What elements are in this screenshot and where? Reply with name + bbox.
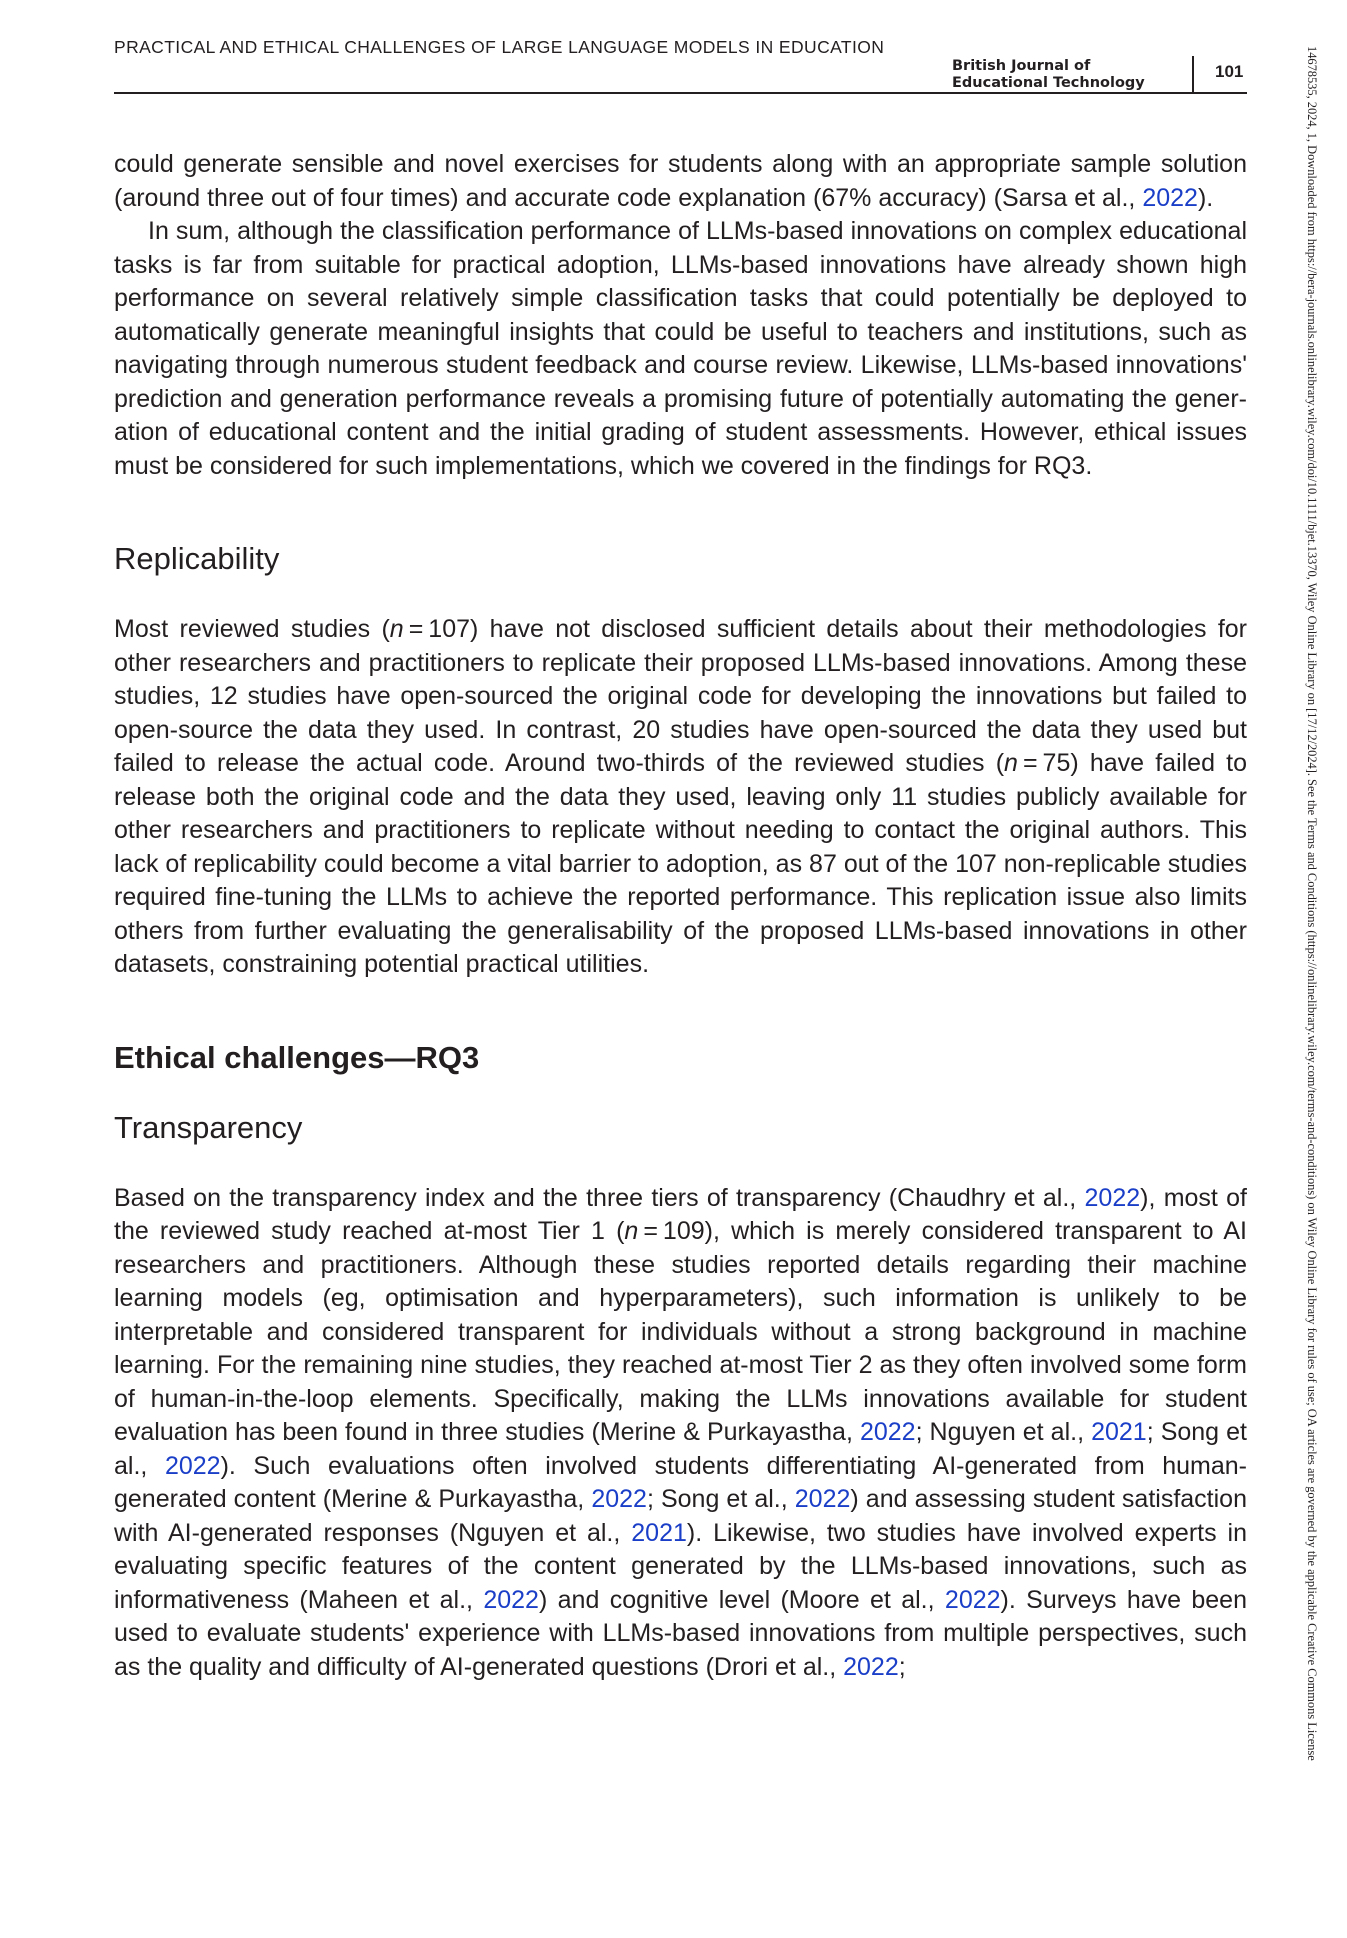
text-run: ). Such evaluations often involved students differentiating AI-generated from human-generated content (Merine & Purkayastha, <box>114 1451 1248 1513</box>
header-rule <box>114 92 1247 94</box>
citation-link[interactable]: 2022 <box>591 1485 647 1513</box>
running-head: PRACTICAL AND ETHICAL CHALLENGES OF LARGE LANGUAGE MODELS IN EDUCATION <box>114 37 885 57</box>
italic-n: n <box>1004 749 1018 777</box>
spacer <box>114 579 1247 613</box>
text-run: Most reviewed studies ( <box>114 615 390 643</box>
text-run: = 107) have not disclosed sufficient details about their methodologies for other researchers and practitioners to replicate their proposed LLMs-based innovations. Among these studies, 12 studies have open-sourced the original code for developing the innovations but failed to open-source the data they used. In contrast, 20 studies have open-sourced the data they used but failed to release the actual code. Around two-thirds of the reviewed studies ( <box>114 615 1247 777</box>
text-run: ; Song et al., <box>646 1485 795 1513</box>
italic-n: n <box>624 1217 639 1245</box>
heading-ethical-challenges: Ethical challenges—RQ3 <box>114 1039 480 1075</box>
citation-link[interactable]: 2022 <box>843 1652 899 1681</box>
text-run: ; <box>898 1652 906 1681</box>
text-run: ) and assessing student satisfaction with AI-generated responses (Nguyen et al., <box>114 1485 1247 1547</box>
paragraph-transparency <box>114 1182 1247 1685</box>
citation-link[interactable]: 2022 <box>859 1418 916 1446</box>
text-run: ). <box>1197 183 1214 212</box>
text-run: ; Song et al., <box>114 1418 1247 1480</box>
text-run: ). Surveys have been used to evaluate students' experience with LLMs-based innovations from multiple perspectives, such as the quality and difficulty of AI-generated questions (Drori et al., <box>114 1585 1247 1681</box>
text-run: ), most of the reviewed study reached at-most Tier 1 ( <box>114 1183 1247 1245</box>
text-run: ; Nguyen et al., <box>915 1418 1092 1446</box>
paragraph-replicability <box>114 613 1247 982</box>
download-side-note: 14678535, 2024, 1, Downloaded from https://bera-journals.onlinelibrary.wiley.com/doi/10.1111/bjet.13370, Wiley Online Library on [17/12/2024]. See the Terms and Conditions (https://onlinelibrary.wiley.com/terms-and-conditions) on Wiley Online Library for rules of use; OA articles are governed by the applicable Creative Commons License <box>1305 46 1319 1761</box>
citation-link[interactable]: 2021 <box>631 1518 687 1547</box>
citation-link[interactable]: 2022 <box>794 1485 851 1513</box>
citation-link[interactable]: 2022 <box>944 1585 1001 1614</box>
header-divider <box>1192 56 1194 92</box>
citation-link[interactable]: 2022 <box>164 1451 221 1480</box>
text-run: = 75) have failed to release both the original code and the data they used, leaving only 11 studies publicly available for other researchers and practitioners to replicate without needing to contact the original authors. This lack of replicability could become a vital barrier to adoption, as 87 out of the 107 non-replicable studies required fine-tuning the LLMs to achieve the reported performance. This replication issue also limits others from further evaluating the generalisability of the proposed LLMs-based innovations in other datasets, constraining potential practical utilities. <box>114 749 1248 978</box>
paragraph-summary: In sum, although the classification performance of LLMs-based innovations on complex educational tasks is far from suitable for practical adoption, LLMs-based innovations have already shown high performance on several relatively simple classification tasks that could potentially be deployed to automatically generate meaningful insights that could be useful to teachers and institutions, such as navigating through numerous student feedback and course review. Likewise, LLMs-based innovations' prediction and generation performance reveals a promising future of potentially automating the generation of educational content and the initial grading of student assessments. However, ethical issues must be considered for such implementations, which we covered in the findings for RQ3. <box>114 217 1247 480</box>
heading-replicability: Replicability <box>114 541 280 576</box>
text-run: could generate sensible and novel exercises for students along with an appropriate sample solution (around three out of four times) and accurate code explanation (67% accuracy) (Sarsa et al., <box>114 150 1247 212</box>
article-body <box>114 148 1247 1684</box>
text-run: Based on the transparency index and the three tiers of transparency (Chaudhry et al., <box>114 1183 1085 1212</box>
journal-name-line1: British Journal of <box>952 58 1091 74</box>
citation-link[interactable]: 2022 <box>483 1585 539 1614</box>
spacer <box>114 1148 1247 1182</box>
paragraph-continued <box>114 148 1247 215</box>
journal-name-line2: Educational Technology <box>952 75 1145 91</box>
citation-link[interactable]: 2022 <box>1142 183 1198 212</box>
text-run: ) and cognitive level (Moore et al., <box>538 1585 945 1614</box>
citation-link[interactable]: 2022 <box>1084 1183 1141 1212</box>
page-number: 101 <box>1215 62 1244 81</box>
citation-link[interactable]: 2021 <box>1091 1418 1147 1446</box>
journal-name <box>952 58 1145 92</box>
text-run: ). Likewise, two studies have involved experts in evaluating specific features of the content generated by the LLMs-based innovations, such as informativeness (Maheen et al., <box>114 1518 1248 1614</box>
spacer <box>114 982 1247 1038</box>
heading-transparency: Transparency <box>114 1109 303 1145</box>
spacer <box>114 1078 1247 1108</box>
spacer <box>114 483 1247 539</box>
italic-n: n <box>389 615 404 643</box>
text-run: = 109), which is merely considered transparent to AI researchers and practitioners. Although these studies reported details regarding their machine learning models (eg, optimisation and hyperparameters), such information is unlikely to be interpretable and considered transparent for individuals without a strong background in machine learning. For the remaining nine studies, they reached at-most Tier 2 as they often involved some form of human-in-the-loop elements. Specifically, making the LLMs innovations available for student evaluation has been found in three studies (Merine & Purkayastha, <box>114 1217 1247 1446</box>
